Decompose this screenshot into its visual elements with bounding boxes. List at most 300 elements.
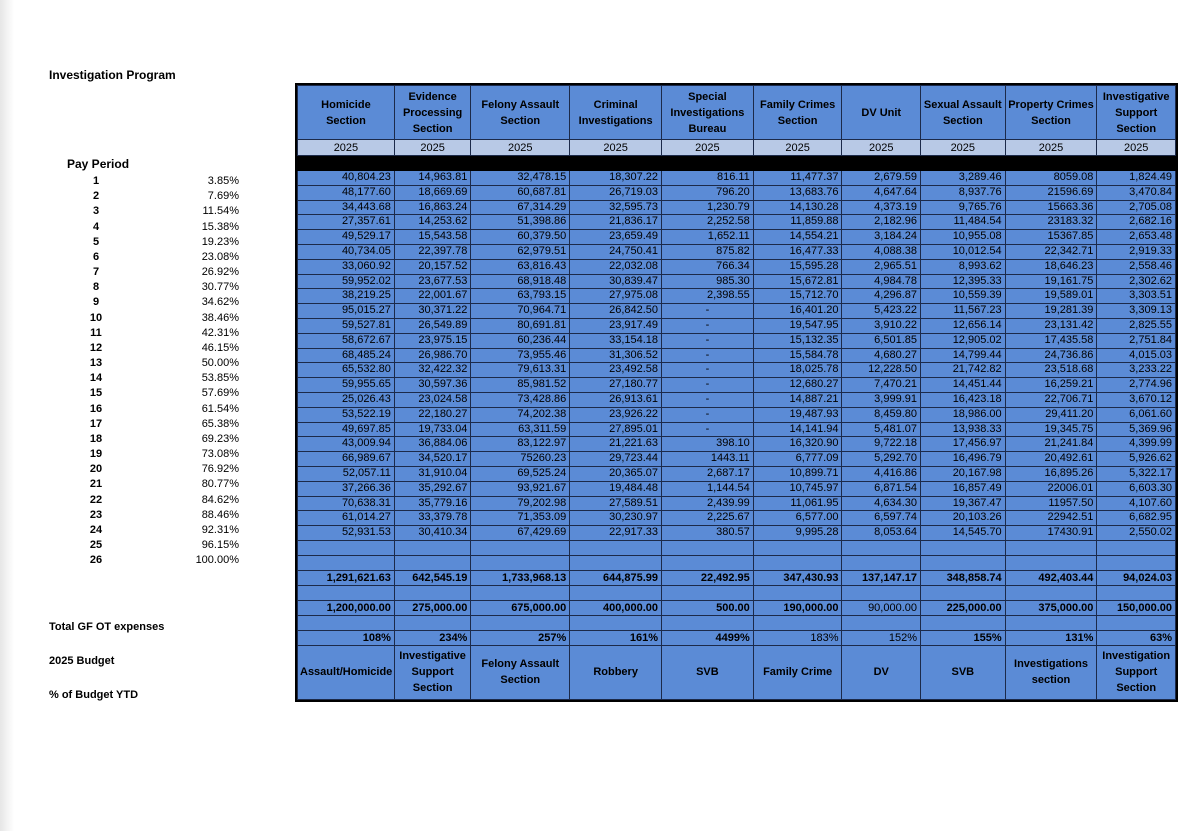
- value-cell: 16,895.26: [1005, 466, 1097, 481]
- value-cell: 34,520.17: [394, 452, 470, 467]
- value-cell: 26,719.03: [570, 185, 662, 200]
- value-cell: 61,014.27: [298, 511, 395, 526]
- table-row: [298, 511, 1176, 526]
- empty-cell: [1005, 615, 1097, 630]
- value-cell: 63,793.15: [471, 289, 570, 304]
- value-cell: 27,895.01: [570, 422, 662, 437]
- value-cell: 14,887.21: [753, 392, 842, 407]
- value-cell: 34,443.68: [298, 200, 395, 215]
- value-cell: 6,501.85: [842, 333, 921, 348]
- total-row: [298, 570, 1176, 585]
- value-cell: 3,910.22: [842, 318, 921, 333]
- value-cell: 23,659.49: [570, 230, 662, 245]
- value-cell: 33,060.92: [298, 259, 395, 274]
- empty-cell: [570, 555, 662, 570]
- value-cell: 11,859.88: [753, 215, 842, 230]
- footer-label: SVB: [921, 645, 1006, 699]
- table-row: [298, 407, 1176, 422]
- pct-budget-label: % of Budget YTD: [49, 689, 139, 701]
- value-cell: 8,937.76: [921, 185, 1006, 200]
- table-row: [298, 289, 1176, 304]
- value-cell: 4,296.87: [842, 289, 921, 304]
- value-cell: 10,955.08: [921, 230, 1006, 245]
- value-cell: 3,289.46: [921, 171, 1006, 186]
- empty-cell: [921, 555, 1006, 570]
- footer-label: Investigative Support Section: [394, 645, 470, 699]
- value-cell: [1097, 540, 1176, 555]
- table-row: [298, 481, 1176, 496]
- value-cell: 3,233.22: [1097, 363, 1176, 378]
- pay-period-number: 24: [89, 523, 103, 536]
- empty-cell: [1097, 615, 1176, 630]
- empty-cell: [842, 555, 921, 570]
- year-cell: 2025: [298, 140, 395, 156]
- pct-ytd-row: [298, 630, 1176, 645]
- value-cell: 1,144.54: [662, 481, 754, 496]
- column-header-property-crimes-section: Property Crimes Section: [1005, 86, 1097, 140]
- column-header-row: [298, 86, 1176, 140]
- value-cell: 83,122.97: [471, 437, 570, 452]
- value-cell: 19,345.75: [1005, 422, 1097, 437]
- year-row: [298, 140, 1176, 156]
- year-cell: 2025: [570, 140, 662, 156]
- value-cell: 93,921.67: [471, 481, 570, 496]
- value-cell: [570, 540, 662, 555]
- value-cell: 5,423.22: [842, 304, 921, 319]
- footer-label: SVB: [662, 645, 754, 699]
- value-cell: 85,981.52: [471, 378, 570, 393]
- empty-cell: [298, 585, 395, 600]
- value-cell: 11,567.23: [921, 304, 1006, 319]
- table-row: [298, 318, 1176, 333]
- value-cell: 23,975.15: [394, 333, 470, 348]
- value-cell: -: [662, 348, 754, 363]
- empty-cell: [471, 585, 570, 600]
- value-cell: 29,723.44: [570, 452, 662, 467]
- empty-cell: [1005, 555, 1097, 570]
- table-row: [298, 304, 1176, 319]
- value-cell: 22942.51: [1005, 511, 1097, 526]
- value-cell: 19,281.39: [1005, 304, 1097, 319]
- value-cell: 19,547.95: [753, 318, 842, 333]
- table-row: [298, 496, 1176, 511]
- value-cell: 21,221.63: [570, 437, 662, 452]
- table-row: [298, 422, 1176, 437]
- year-cell: 2025: [921, 140, 1006, 156]
- value-cell: 12,656.14: [921, 318, 1006, 333]
- value-cell: 75260.23: [471, 452, 570, 467]
- value-cell: 2,965.51: [842, 259, 921, 274]
- pay-period-number: 3: [92, 205, 100, 218]
- value-cell: 796.20: [662, 185, 754, 200]
- value-cell: 95,015.27: [298, 304, 395, 319]
- value-cell: 21,241.84: [1005, 437, 1097, 452]
- pay-period-number: 4: [92, 220, 100, 233]
- empty-cell: [298, 555, 395, 570]
- total-cell: 642,545.19: [394, 570, 470, 585]
- table-row: [298, 333, 1176, 348]
- value-cell: 20,157.52: [394, 259, 470, 274]
- empty-cell: [753, 615, 842, 630]
- value-cell: 30,839.47: [570, 274, 662, 289]
- value-cell: 14,253.62: [394, 215, 470, 230]
- pay-period-percent: 61.54%: [201, 402, 239, 415]
- empty-cell: [1097, 585, 1176, 600]
- divider-cell: [570, 156, 662, 171]
- value-cell: 79,202.98: [471, 496, 570, 511]
- table-row: [298, 230, 1176, 245]
- year-cell: 2025: [753, 140, 842, 156]
- value-cell: -: [662, 333, 754, 348]
- value-cell: 6,682.95: [1097, 511, 1176, 526]
- pay-period-number: 1: [92, 175, 100, 187]
- divider-cell: [753, 156, 842, 171]
- value-cell: 37,266.36: [298, 481, 395, 496]
- value-cell: 26,913.61: [570, 392, 662, 407]
- pay-period-row: [0, 462, 300, 477]
- pay-period-row: [0, 326, 300, 341]
- budget-cell: 400,000.00: [570, 600, 662, 615]
- value-cell: 73,428.86: [471, 392, 570, 407]
- value-cell: 14,799.44: [921, 348, 1006, 363]
- pct-ytd-cell: 155%: [921, 630, 1006, 645]
- value-cell: -: [662, 392, 754, 407]
- value-cell: 2,825.55: [1097, 318, 1176, 333]
- value-cell: 35,779.16: [394, 496, 470, 511]
- value-cell: 22,917.33: [570, 526, 662, 541]
- value-cell: 74,202.38: [471, 407, 570, 422]
- value-cell: 19,367.47: [921, 496, 1006, 511]
- value-cell: 1,824.49: [1097, 171, 1176, 186]
- value-cell: 59,952.02: [298, 274, 395, 289]
- budget-cell: 375,000.00: [1005, 600, 1097, 615]
- value-cell: 16,863.24: [394, 200, 470, 215]
- value-cell: 31,910.04: [394, 466, 470, 481]
- value-cell: 10,559.39: [921, 289, 1006, 304]
- table-row: [298, 437, 1176, 452]
- value-cell: 19,487.93: [753, 407, 842, 422]
- column-header-felony-assault-section: Felony Assault Section: [471, 86, 570, 140]
- value-cell: 60,379.50: [471, 230, 570, 245]
- budget-cell: 675,000.00: [471, 600, 570, 615]
- value-cell: 51,398.86: [471, 215, 570, 230]
- empty-cell: [394, 615, 470, 630]
- pay-period-row: [0, 508, 300, 523]
- column-header-special-investigations-bureau: Special Investigations Bureau: [662, 86, 754, 140]
- value-cell: 4,634.30: [842, 496, 921, 511]
- value-cell: 2,919.33: [1097, 244, 1176, 259]
- value-cell: 16,401.20: [753, 304, 842, 319]
- value-cell: 6,603.30: [1097, 481, 1176, 496]
- value-cell: 24,750.41: [570, 244, 662, 259]
- empty-cell: [662, 615, 754, 630]
- value-cell: [753, 540, 842, 555]
- value-cell: [394, 540, 470, 555]
- value-cell: 23,492.58: [570, 363, 662, 378]
- value-cell: 23,131.42: [1005, 318, 1097, 333]
- value-cell: 22,397.78: [394, 244, 470, 259]
- column-header-sexual-assault-section: Sexual Assault Section: [921, 86, 1006, 140]
- value-cell: 15367.85: [1005, 230, 1097, 245]
- value-cell: 2,225.67: [662, 511, 754, 526]
- pay-period-percent: 19.23%: [201, 235, 239, 248]
- value-cell: 12,228.50: [842, 363, 921, 378]
- value-cell: 62,979.51: [471, 244, 570, 259]
- value-cell: 33,154.18: [570, 333, 662, 348]
- value-cell: 4,015.03: [1097, 348, 1176, 363]
- value-cell: 24,736.86: [1005, 348, 1097, 363]
- table-row: [298, 274, 1176, 289]
- total-label: Total GF OT expenses: [49, 621, 165, 633]
- pay-period-percent: 38.46%: [201, 311, 239, 324]
- value-cell: 1,652.11: [662, 230, 754, 245]
- pay-period-row: [0, 417, 300, 432]
- budget-cell: 90,000.00: [842, 600, 921, 615]
- value-cell: 14,545.70: [921, 526, 1006, 541]
- pay-period-percent: 15.38%: [201, 220, 239, 233]
- divider-cell: [921, 156, 1006, 171]
- pay-period-number: 16: [89, 402, 103, 415]
- pay-period-row: [0, 235, 300, 250]
- value-cell: 59,955.65: [298, 378, 395, 393]
- total-cell: 348,858.74: [921, 570, 1006, 585]
- pct-ytd-cell: 183%: [753, 630, 842, 645]
- footer-label: Assault/Homicide: [298, 645, 395, 699]
- value-cell: 4,107.60: [1097, 496, 1176, 511]
- value-cell: 14,130.28: [753, 200, 842, 215]
- value-cell: 26,549.89: [394, 318, 470, 333]
- pay-period-row: [0, 265, 300, 280]
- pay-period-percent: 53.85%: [201, 372, 239, 385]
- pay-period-number: 11: [90, 326, 102, 339]
- value-cell: 8,053.64: [842, 526, 921, 541]
- value-cell: [471, 540, 570, 555]
- pay-period-number: 25: [89, 539, 103, 552]
- value-cell: 49,697.85: [298, 422, 395, 437]
- pay-period-percent: 69.23%: [201, 432, 239, 445]
- value-cell: 875.82: [662, 244, 754, 259]
- value-cell: 21,836.17: [570, 215, 662, 230]
- table-row: [298, 466, 1176, 481]
- value-cell: 816.11: [662, 171, 754, 186]
- value-cell: 22,342.71: [1005, 244, 1097, 259]
- pct-ytd-cell: 152%: [842, 630, 921, 645]
- divider-cell: [662, 156, 754, 171]
- value-cell: 33,379.78: [394, 511, 470, 526]
- total-cell: 1,733,968.13: [471, 570, 570, 585]
- budget-cell: 225,000.00: [921, 600, 1006, 615]
- value-cell: [921, 540, 1006, 555]
- value-cell: 398.10: [662, 437, 754, 452]
- pct-ytd-cell: 63%: [1097, 630, 1176, 645]
- pay-period-row: [0, 553, 300, 568]
- value-cell: 17,456.97: [921, 437, 1006, 452]
- value-cell: 6,777.09: [753, 452, 842, 467]
- column-header-dv-unit: DV Unit: [842, 86, 921, 140]
- empty-cell: [921, 615, 1006, 630]
- value-cell: 2,679.59: [842, 171, 921, 186]
- value-cell: 22,032.08: [570, 259, 662, 274]
- pay-period-row: [0, 311, 300, 326]
- value-cell: 14,963.81: [394, 171, 470, 186]
- total-cell: 492,403.44: [1005, 570, 1097, 585]
- value-cell: 3,670.12: [1097, 392, 1176, 407]
- value-cell: 21,742.82: [921, 363, 1006, 378]
- pay-period-number: 15: [89, 387, 103, 400]
- year-cell: 2025: [662, 140, 754, 156]
- table-row: [298, 215, 1176, 230]
- value-cell: 12,905.02: [921, 333, 1006, 348]
- budget-cell: 1,200,000.00: [298, 600, 395, 615]
- value-cell: 16,259.21: [1005, 378, 1097, 393]
- pay-period-number: 5: [92, 235, 100, 248]
- value-cell: [662, 540, 754, 555]
- value-cell: 15,672.81: [753, 274, 842, 289]
- value-cell: 7,470.21: [842, 378, 921, 393]
- pay-period-row: [0, 432, 300, 447]
- value-cell: 40,804.23: [298, 171, 395, 186]
- divider-cell: [842, 156, 921, 171]
- table-row: [298, 244, 1176, 259]
- total-cell: 644,875.99: [570, 570, 662, 585]
- value-cell: 69,525.24: [471, 466, 570, 481]
- value-cell: 2,182.96: [842, 215, 921, 230]
- value-cell: 12,395.33: [921, 274, 1006, 289]
- column-header-homicide-section: Homicide Section: [298, 86, 395, 140]
- pay-period-percent: 3.85%: [207, 175, 239, 187]
- value-cell: 23,024.58: [394, 392, 470, 407]
- value-cell: -: [662, 304, 754, 319]
- value-cell: 38,219.25: [298, 289, 395, 304]
- value-cell: 19,733.04: [394, 422, 470, 437]
- value-cell: 27,975.08: [570, 289, 662, 304]
- value-cell: 766.34: [662, 259, 754, 274]
- pay-period-row: [0, 447, 300, 462]
- value-cell: 4,416.86: [842, 466, 921, 481]
- value-cell: 6,577.00: [753, 511, 842, 526]
- value-cell: 58,672.67: [298, 333, 395, 348]
- value-cell: 16,320.90: [753, 437, 842, 452]
- table-row: [298, 540, 1176, 555]
- value-cell: 79,613.31: [471, 363, 570, 378]
- empty-cell: [842, 585, 921, 600]
- pay-period-percent: 23.08%: [201, 250, 239, 263]
- total-cell: 137,147.17: [842, 570, 921, 585]
- pay-period-row: [0, 402, 300, 417]
- table-row: [298, 363, 1176, 378]
- pay-period-percent: 50.00%: [201, 357, 239, 370]
- pay-period-row: [0, 295, 300, 310]
- value-cell: -: [662, 318, 754, 333]
- value-cell: 19,589.01: [1005, 289, 1097, 304]
- value-cell: 20,167.98: [921, 466, 1006, 481]
- value-cell: 26,986.70: [394, 348, 470, 363]
- pct-ytd-cell: 257%: [471, 630, 570, 645]
- value-cell: 29,411.20: [1005, 407, 1097, 422]
- value-cell: 10,745.97: [753, 481, 842, 496]
- value-cell: 63,311.59: [471, 422, 570, 437]
- total-cell: 1,291,621.63: [298, 570, 395, 585]
- value-cell: 3,999.91: [842, 392, 921, 407]
- value-cell: 22,706.71: [1005, 392, 1097, 407]
- spacer-row: [298, 615, 1176, 630]
- pay-period-number: 2: [92, 190, 100, 203]
- value-cell: 23,926.22: [570, 407, 662, 422]
- value-cell: 5,292.70: [842, 452, 921, 467]
- pay-period-number: 10: [89, 311, 103, 324]
- value-cell: 22,001.67: [394, 289, 470, 304]
- total-cell: 22,492.95: [662, 570, 754, 585]
- value-cell: 4,088.38: [842, 244, 921, 259]
- value-cell: 11957.50: [1005, 496, 1097, 511]
- value-cell: 4,680.27: [842, 348, 921, 363]
- value-cell: 2,550.02: [1097, 526, 1176, 541]
- value-cell: 2,653.48: [1097, 230, 1176, 245]
- year-cell: 2025: [1005, 140, 1097, 156]
- spacer-row: [298, 555, 1176, 570]
- pay-period-number: 23: [89, 508, 103, 521]
- total-cell: 347,430.93: [753, 570, 842, 585]
- value-cell: 23183.32: [1005, 215, 1097, 230]
- value-cell: 80,691.81: [471, 318, 570, 333]
- value-cell: 11,061.95: [753, 496, 842, 511]
- pay-period-number: 21: [89, 478, 103, 491]
- pay-period-percent: 11.54%: [202, 205, 239, 218]
- value-cell: [842, 540, 921, 555]
- value-cell: 5,322.17: [1097, 466, 1176, 481]
- pay-period-row: [0, 493, 300, 508]
- empty-cell: [471, 615, 570, 630]
- value-cell: 15,595.28: [753, 259, 842, 274]
- value-cell: 16,857.49: [921, 481, 1006, 496]
- pay-period-row: [0, 356, 300, 371]
- value-cell: 18,307.22: [570, 171, 662, 186]
- value-cell: 5,369.96: [1097, 422, 1176, 437]
- value-cell: 16,477.33: [753, 244, 842, 259]
- value-cell: 19,484.48: [570, 481, 662, 496]
- value-cell: 26,842.50: [570, 304, 662, 319]
- value-cell: 67,314.29: [471, 200, 570, 215]
- value-cell: 32,422.32: [394, 363, 470, 378]
- pay-period-number: 14: [89, 372, 103, 385]
- table-row: [298, 526, 1176, 541]
- empty-cell: [753, 555, 842, 570]
- column-header-evidence-processing-section: Evidence Processing Section: [394, 86, 470, 140]
- value-cell: 35,292.67: [394, 481, 470, 496]
- pay-period-number: 9: [92, 296, 100, 309]
- value-cell: 52,057.11: [298, 466, 395, 481]
- pay-period-row: [0, 477, 300, 492]
- empty-cell: [1097, 555, 1176, 570]
- value-cell: 16,423.18: [921, 392, 1006, 407]
- table-row: [298, 348, 1176, 363]
- empty-cell: [1005, 585, 1097, 600]
- value-cell: 60,236.44: [471, 333, 570, 348]
- value-cell: 70,964.71: [471, 304, 570, 319]
- value-cell: 66,989.67: [298, 452, 395, 467]
- spacer-row: [298, 585, 1176, 600]
- pay-period-percent: 57.69%: [201, 387, 239, 400]
- value-cell: -: [662, 378, 754, 393]
- value-cell: 3,470.84: [1097, 185, 1176, 200]
- pay-period-row: [0, 523, 300, 538]
- pay-period-percent: 30.77%: [201, 281, 239, 294]
- value-cell: 22,180.27: [394, 407, 470, 422]
- empty-cell: [842, 615, 921, 630]
- table-row: [298, 259, 1176, 274]
- table-row: [298, 185, 1176, 200]
- value-cell: 2,398.55: [662, 289, 754, 304]
